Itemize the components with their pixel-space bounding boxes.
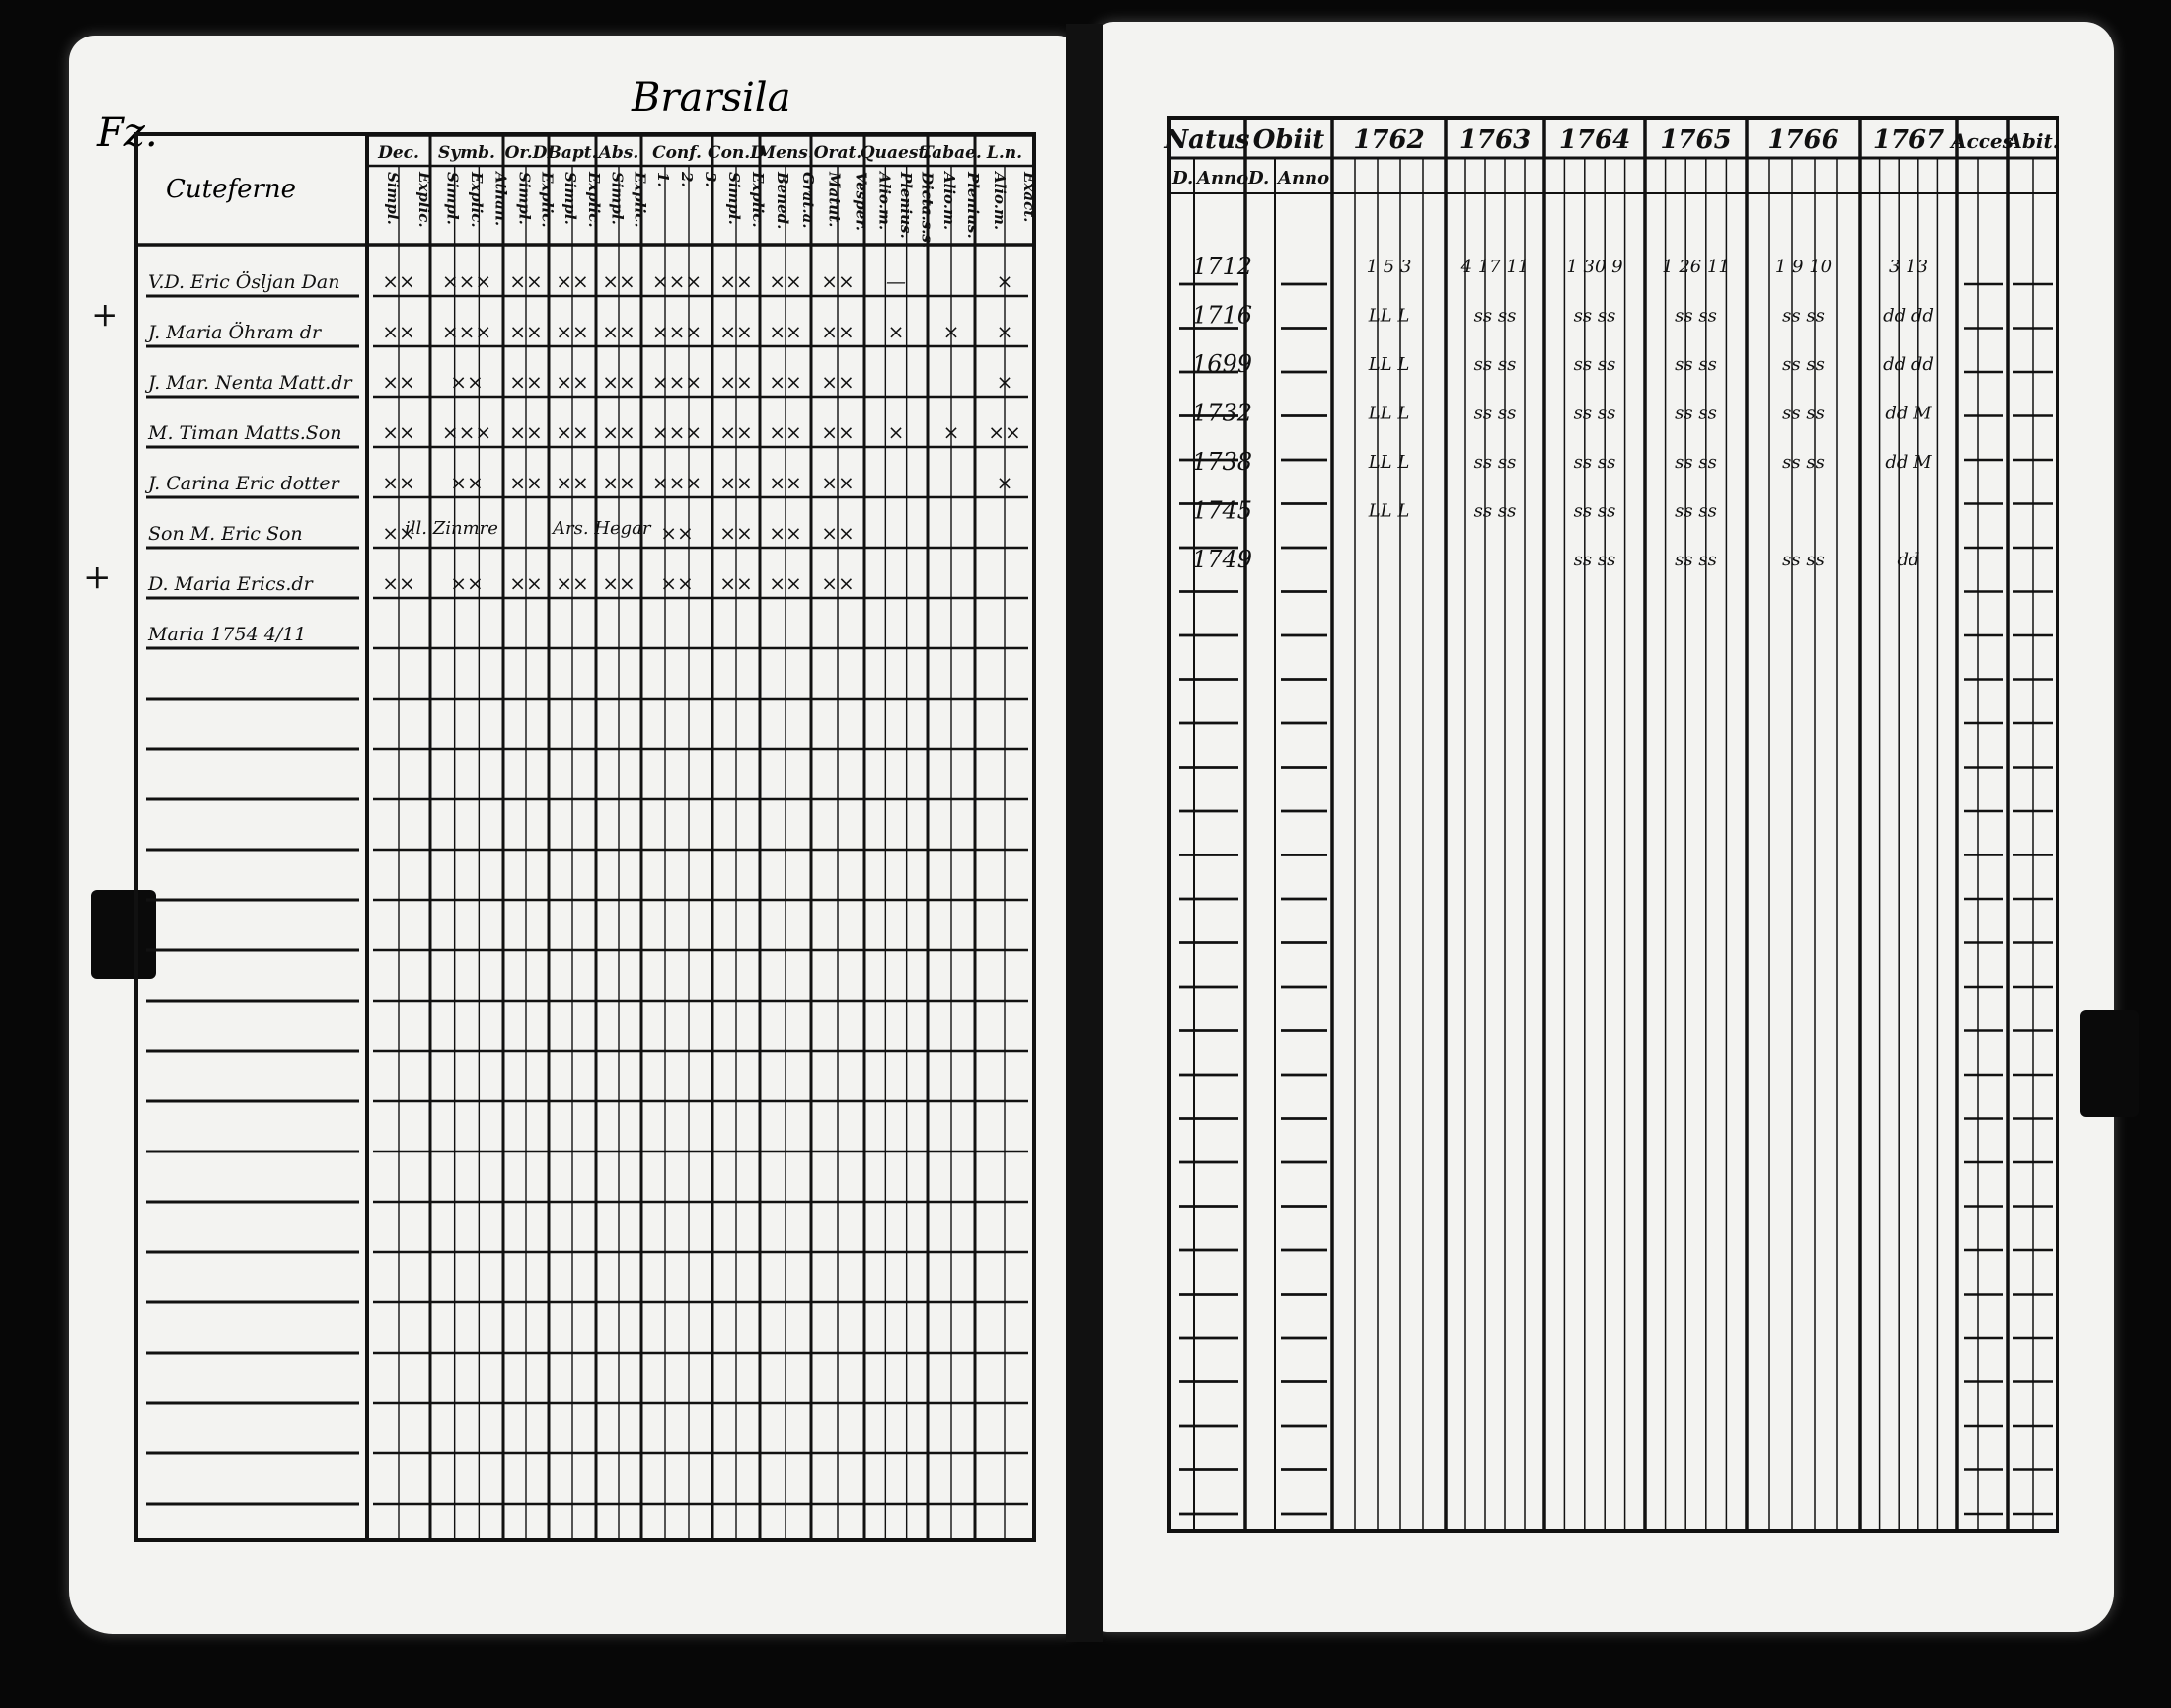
register-name: J. Carina Eric dotter (148, 473, 339, 494)
column-group-header: Orat. (813, 143, 862, 163)
register-mark: ×× (769, 571, 802, 595)
register-row (148, 269, 1012, 293)
year-mark: ss ss (1782, 550, 1825, 570)
year-mark: ss ss (1473, 354, 1517, 375)
register-mark: ×× (769, 471, 802, 494)
sub-column-header: Alio.m. (940, 172, 958, 231)
year-mark: dd M (1885, 403, 1932, 424)
register-mark: ×× (602, 571, 636, 595)
column-group-header: Abs. (598, 143, 639, 163)
register-mark: ×× (556, 320, 589, 343)
year-mark: ss ss (1675, 500, 1717, 522)
year-mark: ss ss (1473, 452, 1517, 473)
register-row (147, 420, 1021, 444)
register-row (147, 624, 306, 645)
year-mark: dd (1897, 550, 1920, 570)
year-mark: LL L (1368, 354, 1410, 375)
year-mark: ss ss (1573, 354, 1616, 375)
register-mark: ×× (556, 571, 589, 595)
register-mark: ×× (509, 370, 543, 394)
right-subheader: D. (1248, 168, 1270, 188)
register-row (147, 571, 855, 595)
register-mark: ×× (719, 420, 753, 444)
left-table-grid (136, 134, 1034, 1540)
right-table-grid (1169, 118, 2058, 1531)
register-mark: ×× (821, 521, 855, 545)
right-subheader: Anno (1197, 168, 1249, 188)
register-mark: ×× (450, 471, 484, 494)
year-mark: ss ss (1782, 452, 1825, 473)
register-mark: × (942, 320, 960, 343)
register-mark: ×× (556, 269, 589, 293)
register-mark: ×× (602, 471, 636, 494)
column-group-header: Tabae. (921, 143, 982, 163)
right-column-header: Acces (1951, 129, 2014, 153)
sub-column-header: Alio.m. (875, 172, 894, 231)
year-mark: ss ss (1573, 403, 1616, 424)
register-mark: ×× (769, 370, 802, 394)
register-row (148, 521, 855, 545)
sub-column-header: Simpl. (443, 172, 462, 225)
register-mark: ×× (382, 370, 415, 394)
year-mark: 1 26 11 (1662, 257, 1730, 277)
margin-mark-1: + (91, 295, 119, 334)
year-mark: ss ss (1782, 403, 1825, 424)
register-mark: ×× (719, 269, 753, 293)
sub-column-header: Exact. (1020, 172, 1038, 223)
sub-column-header: Explic. (749, 172, 767, 228)
sub-column-header: Simpl. (515, 172, 534, 225)
register-mark: ××× (441, 420, 492, 444)
right-column-header: 1767 (1872, 125, 1945, 155)
year-mark: dd M (1885, 452, 1932, 473)
year-mark: LL L (1368, 403, 1410, 424)
sub-column-header: Dicta.s.s. (918, 172, 936, 249)
year-mark: dd dd (1883, 354, 1934, 375)
year-mark: ss ss (1573, 305, 1616, 327)
register-mark: × (996, 471, 1013, 494)
register-mark: × (887, 320, 905, 343)
year-mark: ss ss (1573, 452, 1616, 473)
column-group-header: L.n. (986, 143, 1023, 163)
right-table-frame (1169, 118, 2058, 1531)
birth-year: 1738 (1192, 448, 1253, 476)
year-mark: ss ss (1782, 305, 1825, 327)
birth-year: 1716 (1192, 301, 1253, 330)
register-mark: ×× (382, 571, 415, 595)
right-column-header: 1766 (1767, 125, 1839, 155)
right-column-header: Obiit (1252, 125, 1325, 155)
sub-column-header: Simpl. (561, 172, 579, 225)
register-mark: × (996, 370, 1013, 394)
register-mark: ×× (602, 420, 636, 444)
register-mark: ×× (450, 370, 484, 394)
sub-column-header: Athan. (491, 172, 510, 227)
names-column-header: Cuteferne (166, 175, 297, 204)
register-mark: ××× (651, 471, 703, 494)
sub-column-header: Simpl. (384, 172, 402, 225)
year-mark: ss ss (1675, 550, 1717, 570)
register-mark: ×× (719, 571, 753, 595)
sub-column-header: Grat.a. (799, 172, 817, 229)
year-mark: ss ss (1675, 354, 1717, 375)
margin-mark-2: + (83, 557, 112, 597)
register-mark: ×× (382, 521, 415, 545)
year-mark: ss ss (1675, 452, 1717, 473)
register-mark: ×× (821, 269, 855, 293)
column-group-header: Con.D (708, 143, 765, 163)
register-mark: ×× (382, 471, 415, 494)
right-column-header: 1763 (1459, 125, 1532, 155)
year-mark: ss ss (1573, 550, 1616, 570)
column-group-header: Symb. (438, 143, 495, 163)
column-group-header: Bapt. (547, 143, 598, 163)
birth-year: 1749 (1192, 546, 1253, 573)
register-mark: ×× (509, 471, 543, 494)
sub-column-header: Simpl. (608, 172, 627, 225)
register-mark: ×× (769, 269, 802, 293)
register-mark: ×× (821, 320, 855, 343)
sub-column-header: 2. (678, 172, 696, 187)
year-mark: 1 9 10 (1774, 257, 1833, 277)
right-subheader: D. (1172, 168, 1194, 188)
register-mark: ×× (509, 420, 543, 444)
register-mark: ×× (450, 571, 484, 595)
register-row (144, 471, 1012, 494)
register-mark: ×× (821, 571, 855, 595)
right-column-header: 1762 (1353, 125, 1425, 155)
column-group-header: Or.D (504, 143, 548, 163)
register-mark: ×× (719, 521, 753, 545)
year-mark: LL L (1368, 500, 1410, 522)
register-name: Maria 1754 4/11 (148, 624, 307, 645)
left-column-headers (377, 143, 1038, 248)
register-mark: ×× (660, 521, 694, 545)
year-mark: ss ss (1473, 403, 1517, 424)
register-mark: ×× (602, 320, 636, 343)
birth-year: 1712 (1192, 253, 1253, 280)
right-register-rows (1192, 253, 1934, 573)
register-mark: ×× (769, 521, 802, 545)
register-mark: ×× (769, 320, 802, 343)
register-row (144, 370, 1012, 394)
village-name: Brarsila (632, 75, 791, 120)
register-name: Son M. Eric Son (148, 523, 303, 545)
year-mark: ss ss (1473, 305, 1517, 327)
sub-column-header: Explic. (538, 172, 557, 228)
register-mark: ×× (382, 269, 415, 293)
right-column-header: Abit. (2006, 129, 2059, 153)
register-mark: × (942, 420, 960, 444)
register-mark: ×× (988, 420, 1021, 444)
inline-note: Ars. Hegar (553, 518, 651, 539)
register-mark: ×× (769, 420, 802, 444)
register-mark: ×× (602, 370, 636, 394)
sub-column-header: Plenius. (897, 172, 915, 239)
register-name: V.D. Eric Ösljan Dan (148, 271, 340, 293)
inline-note: ill. Zinmre (405, 518, 498, 539)
sub-column-header: Matut. (825, 172, 844, 228)
birth-year: 1699 (1192, 350, 1253, 378)
register-mark: ×× (719, 320, 753, 343)
register-mark: ××× (651, 320, 703, 343)
right-column-header: 1765 (1660, 125, 1732, 155)
right-column-header: Natus (1164, 125, 1250, 155)
register-mark: ×× (509, 571, 543, 595)
register-name: J. Maria Öhram dr (148, 322, 322, 343)
year-mark: LL L (1368, 452, 1410, 473)
register-mark: ×× (556, 471, 589, 494)
folio-number: Fz. (97, 111, 158, 156)
year-mark: 3 13 (1888, 257, 1929, 277)
register-mark: ×× (821, 420, 855, 444)
sub-column-header: Explic. (415, 172, 433, 228)
register-mark: ×× (509, 320, 543, 343)
column-group-header: Quaest. (860, 143, 933, 163)
register-mark: × (887, 420, 905, 444)
register-name: M. Timan Matts.Son (148, 422, 342, 444)
year-mark: 1 5 3 (1366, 257, 1412, 277)
year-mark: ss ss (1473, 500, 1517, 522)
sub-column-header: Explic. (585, 172, 603, 228)
sub-column-header: Explic. (468, 172, 486, 228)
sub-column-header: Alio.m. (991, 172, 1009, 231)
sub-column-header: 3. (702, 172, 719, 187)
sub-column-header: Simpl. (725, 172, 743, 225)
sub-column-header: Vesper. (852, 172, 870, 232)
register-mark: ×× (719, 370, 753, 394)
register-mark: ×× (821, 471, 855, 494)
register-mark: ×× (382, 320, 415, 343)
year-mark: 4 17 11 (1460, 257, 1530, 277)
year-mark: LL L (1368, 305, 1410, 327)
register-mark: ×× (602, 269, 636, 293)
year-mark: 1 30 9 (1566, 257, 1623, 277)
year-mark: dd dd (1883, 305, 1934, 327)
column-group-header: Dec. (378, 143, 419, 163)
right-subheader: Anno (1278, 168, 1330, 188)
register-mark: ××× (441, 269, 492, 293)
year-mark: ss ss (1675, 403, 1717, 424)
register-mark: ×× (556, 420, 589, 444)
sub-column-header: Plenius. (964, 172, 982, 239)
register-row (144, 320, 1012, 343)
register-mark: ××× (651, 370, 703, 394)
year-mark: ss ss (1675, 305, 1717, 327)
register-name: J. Mar. Nenta Matt.dr (148, 372, 352, 394)
birth-year: 1745 (1192, 496, 1253, 525)
register-mark: ×× (509, 269, 543, 293)
register-mark: × (996, 320, 1013, 343)
column-group-header: Mens. (757, 143, 814, 163)
register-mark: ×× (382, 420, 415, 444)
register-mark: ××× (651, 269, 703, 293)
register-mark: ×× (556, 370, 589, 394)
register-name: D. Maria Erics.dr (148, 573, 313, 595)
sub-column-header: Explic. (631, 172, 649, 228)
register-mark: ×× (719, 471, 753, 494)
register-mark: ×× (821, 370, 855, 394)
register-mark: ××× (651, 420, 703, 444)
sub-column-header: 1. (654, 172, 672, 187)
birth-year: 1732 (1192, 399, 1253, 427)
left-register-rows (144, 269, 1021, 645)
register-mark: ××× (441, 320, 492, 343)
year-mark: ss ss (1782, 354, 1825, 375)
sub-column-header: Bened. (774, 172, 791, 230)
right-column-header: 1764 (1558, 125, 1631, 155)
register-mark: — (886, 269, 906, 293)
year-mark: ss ss (1573, 500, 1616, 522)
register-mark: × (996, 269, 1013, 293)
column-group-header: Conf. (652, 143, 702, 163)
register-mark: ×× (660, 571, 694, 595)
